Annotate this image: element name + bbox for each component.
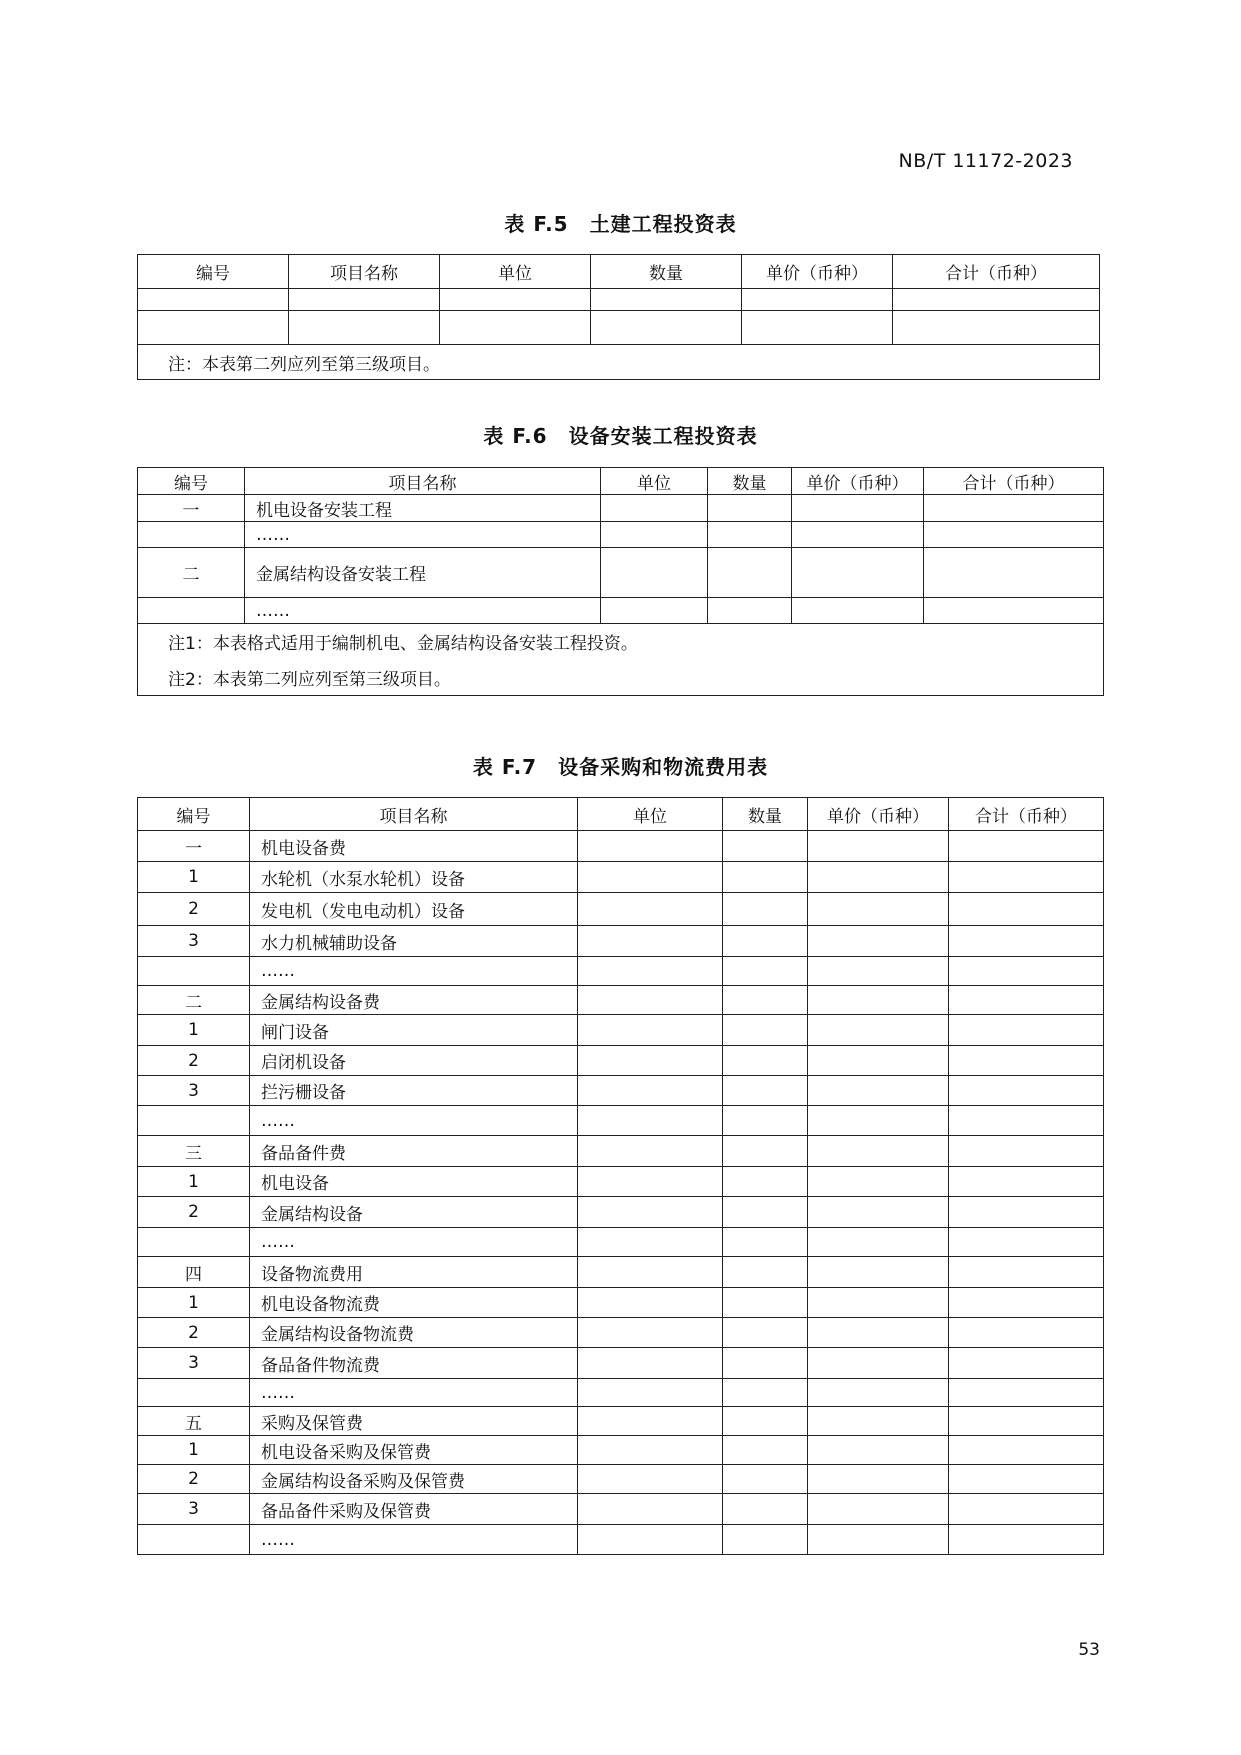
empty-cell xyxy=(808,957,949,986)
empty-cell xyxy=(578,1288,723,1318)
column-header: 数量 xyxy=(591,255,742,289)
empty-cell xyxy=(578,1015,723,1046)
empty-cell xyxy=(591,311,742,345)
item-name: 水力机械辅助设备 xyxy=(250,926,578,957)
empty-cell xyxy=(708,548,792,598)
column-header: 单价（币种） xyxy=(792,468,924,495)
empty-cell xyxy=(723,1436,808,1465)
item-number: 1 xyxy=(138,1288,250,1318)
empty-cell xyxy=(723,1136,808,1167)
empty-cell xyxy=(578,1076,723,1106)
table-note: 注2：本表第二列应列至第三级项目。 xyxy=(138,660,1104,696)
item-number: 二 xyxy=(138,986,250,1015)
table-row xyxy=(138,1436,1104,1465)
item-number xyxy=(138,598,245,624)
empty-cell xyxy=(723,1407,808,1436)
table-f7 xyxy=(137,797,1104,1555)
empty-cell xyxy=(949,1348,1104,1379)
table-row xyxy=(138,1046,1104,1076)
item-name: 设备物流费用 xyxy=(250,1257,578,1288)
table-f7-caption: 表 F.7 设备采购和物流费用表 xyxy=(472,755,769,779)
empty-cell xyxy=(578,1318,723,1348)
table-row xyxy=(138,1379,1104,1407)
empty-cell xyxy=(792,548,924,598)
empty-cell xyxy=(808,1436,949,1465)
column-header: 合计（币种） xyxy=(924,468,1104,495)
empty-cell xyxy=(792,495,924,522)
empty-cell xyxy=(742,311,893,345)
empty-cell xyxy=(808,1318,949,1348)
item-name: …… xyxy=(250,1228,578,1257)
item-number xyxy=(138,957,250,986)
item-name: 启闭机设备 xyxy=(250,1046,578,1076)
item-number: 3 xyxy=(138,1494,250,1525)
empty-cell xyxy=(723,1197,808,1228)
item-name: 金属结构设备费 xyxy=(250,986,578,1015)
empty-cell xyxy=(924,522,1104,548)
empty-cell xyxy=(949,862,1104,893)
item-name: …… xyxy=(245,598,601,624)
page-number: 53 xyxy=(1078,1640,1100,1660)
column-header: 合计（币种） xyxy=(893,255,1100,289)
table-row xyxy=(138,1106,1104,1136)
empty-cell xyxy=(601,548,708,598)
empty-cell xyxy=(808,1046,949,1076)
table-row xyxy=(138,548,1104,598)
empty-cell xyxy=(578,893,723,926)
item-number: 二 xyxy=(138,548,245,598)
table-header-row xyxy=(138,255,1100,289)
item-name: 金属结构设备 xyxy=(250,1197,578,1228)
empty-cell xyxy=(723,1318,808,1348)
item-number xyxy=(138,1228,250,1257)
empty-cell xyxy=(578,1407,723,1436)
empty-cell xyxy=(808,862,949,893)
empty-cell xyxy=(949,1407,1104,1436)
empty-cell xyxy=(949,926,1104,957)
column-header: 单位 xyxy=(578,798,723,831)
empty-cell xyxy=(578,1494,723,1525)
empty-cell xyxy=(949,1197,1104,1228)
item-number: 1 xyxy=(138,1167,250,1197)
item-name: 备品备件采购及保管费 xyxy=(250,1494,578,1525)
empty-cell xyxy=(949,1228,1104,1257)
item-name: 机电设备安装工程 xyxy=(245,495,601,522)
empty-cell xyxy=(723,893,808,926)
empty-cell xyxy=(723,1379,808,1407)
table-f6-caption: 表 F.6 设备安装工程投资表 xyxy=(483,424,758,448)
empty-cell xyxy=(723,1525,808,1555)
empty-cell xyxy=(893,311,1100,345)
table-row xyxy=(138,957,1104,986)
empty-cell xyxy=(708,522,792,548)
empty-cell xyxy=(723,986,808,1015)
empty-cell xyxy=(440,289,591,311)
table-row xyxy=(138,1494,1104,1525)
empty-cell xyxy=(808,1015,949,1046)
empty-cell xyxy=(808,1076,949,1106)
empty-cell xyxy=(949,1379,1104,1407)
item-number: 三 xyxy=(138,1136,250,1167)
empty-cell xyxy=(723,926,808,957)
table-row xyxy=(138,1015,1104,1046)
item-name: …… xyxy=(250,1525,578,1555)
empty-cell xyxy=(601,598,708,624)
empty-cell xyxy=(949,893,1104,926)
empty-cell xyxy=(440,311,591,345)
empty-cell xyxy=(578,1257,723,1288)
item-number: 2 xyxy=(138,1197,250,1228)
empty-cell xyxy=(808,926,949,957)
table-row xyxy=(138,522,1104,548)
empty-cell xyxy=(949,1076,1104,1106)
empty-cell xyxy=(949,1494,1104,1525)
item-number: 五 xyxy=(138,1407,250,1436)
item-name: 机电设备物流费 xyxy=(250,1288,578,1318)
empty-cell xyxy=(808,1228,949,1257)
item-number: 一 xyxy=(138,495,245,522)
empty-cell xyxy=(723,1167,808,1197)
empty-cell xyxy=(289,289,440,311)
table-row xyxy=(138,1288,1104,1318)
table-row xyxy=(138,926,1104,957)
column-header: 单位 xyxy=(440,255,591,289)
item-number xyxy=(138,1106,250,1136)
empty-cell xyxy=(949,1288,1104,1318)
empty-cell xyxy=(708,598,792,624)
table-row xyxy=(138,1407,1104,1436)
item-number: 2 xyxy=(138,1318,250,1348)
column-header: 编号 xyxy=(138,798,250,831)
empty-cell xyxy=(792,598,924,624)
empty-cell xyxy=(924,548,1104,598)
empty-cell xyxy=(808,1525,949,1555)
empty-cell xyxy=(578,1106,723,1136)
empty-cell xyxy=(893,289,1100,311)
empty-cell xyxy=(601,495,708,522)
column-header: 数量 xyxy=(708,468,792,495)
table-row xyxy=(138,1348,1104,1379)
empty-cell xyxy=(949,1046,1104,1076)
item-name: …… xyxy=(250,1106,578,1136)
empty-cell xyxy=(591,289,742,311)
empty-cell xyxy=(723,1228,808,1257)
table-header-row xyxy=(138,468,1104,495)
table-header-row xyxy=(138,798,1104,831)
empty-cell xyxy=(949,831,1104,862)
column-header: 编号 xyxy=(138,468,245,495)
empty-cell xyxy=(578,1167,723,1197)
empty-cell xyxy=(949,1318,1104,1348)
table-row xyxy=(138,986,1104,1015)
empty-cell xyxy=(601,522,708,548)
table-row xyxy=(138,893,1104,926)
empty-cell xyxy=(808,1167,949,1197)
empty-cell xyxy=(924,598,1104,624)
empty-cell xyxy=(949,1015,1104,1046)
table-row xyxy=(138,1525,1104,1555)
empty-cell xyxy=(578,862,723,893)
item-name: 备品备件费 xyxy=(250,1136,578,1167)
column-header: 编号 xyxy=(138,255,289,289)
table-row xyxy=(138,1076,1104,1106)
empty-cell xyxy=(808,893,949,926)
empty-cell xyxy=(578,1436,723,1465)
empty-cell xyxy=(723,1348,808,1379)
item-number: 2 xyxy=(138,1465,250,1494)
item-name: 金属结构设备采购及保管费 xyxy=(250,1465,578,1494)
empty-cell xyxy=(808,1379,949,1407)
item-name: 金属结构设备安装工程 xyxy=(245,548,601,598)
column-header: 单价（币种） xyxy=(742,255,893,289)
empty-cell xyxy=(949,1525,1104,1555)
item-name: 备品备件物流费 xyxy=(250,1348,578,1379)
item-name: 发电机（发电电动机）设备 xyxy=(250,893,578,926)
table-row xyxy=(138,311,1100,345)
item-number xyxy=(138,1379,250,1407)
item-name: 机电设备费 xyxy=(250,831,578,862)
empty-cell xyxy=(138,289,289,311)
empty-cell xyxy=(578,831,723,862)
table-row xyxy=(138,289,1100,311)
empty-cell xyxy=(578,986,723,1015)
empty-cell xyxy=(723,1106,808,1136)
table-row xyxy=(138,1136,1104,1167)
empty-cell xyxy=(723,1288,808,1318)
empty-cell xyxy=(578,1046,723,1076)
empty-cell xyxy=(723,1046,808,1076)
empty-cell xyxy=(808,1494,949,1525)
item-number: 2 xyxy=(138,1046,250,1076)
empty-cell xyxy=(949,1436,1104,1465)
empty-cell xyxy=(808,1136,949,1167)
table-row xyxy=(138,495,1104,522)
empty-cell xyxy=(949,1167,1104,1197)
empty-cell xyxy=(742,289,893,311)
item-number: 1 xyxy=(138,1436,250,1465)
empty-cell xyxy=(808,1465,949,1494)
empty-cell xyxy=(808,1106,949,1136)
table-row xyxy=(138,598,1104,624)
column-header: 项目名称 xyxy=(250,798,578,831)
item-name: 拦污栅设备 xyxy=(250,1076,578,1106)
empty-cell xyxy=(723,862,808,893)
empty-cell xyxy=(949,957,1104,986)
empty-cell xyxy=(578,1348,723,1379)
column-header: 数量 xyxy=(723,798,808,831)
table-row xyxy=(138,1197,1104,1228)
empty-cell xyxy=(949,986,1104,1015)
empty-cell xyxy=(723,1494,808,1525)
item-name: 水轮机（水泵水轮机）设备 xyxy=(250,862,578,893)
empty-cell xyxy=(578,1379,723,1407)
table-row xyxy=(138,1318,1104,1348)
item-name: 机电设备采购及保管费 xyxy=(250,1436,578,1465)
table-row xyxy=(138,1257,1104,1288)
item-name: 闸门设备 xyxy=(250,1015,578,1046)
empty-cell xyxy=(808,1348,949,1379)
table-f5 xyxy=(137,254,1100,380)
empty-cell xyxy=(949,1465,1104,1494)
column-header: 合计（币种） xyxy=(949,798,1104,831)
table-note: 注：本表第二列应列至第三级项目。 xyxy=(138,345,1100,380)
empty-cell xyxy=(808,831,949,862)
item-name: 金属结构设备物流费 xyxy=(250,1318,578,1348)
table-row xyxy=(138,1228,1104,1257)
item-name: …… xyxy=(250,1379,578,1407)
item-name: …… xyxy=(250,957,578,986)
empty-cell xyxy=(723,1465,808,1494)
empty-cell xyxy=(578,957,723,986)
table-row xyxy=(138,862,1104,893)
table-row xyxy=(138,831,1104,862)
table-row xyxy=(138,1465,1104,1494)
table-note: 注1：本表格式适用于编制机电、金属结构设备安装工程投资。 xyxy=(138,624,1104,660)
empty-cell xyxy=(723,1076,808,1106)
empty-cell xyxy=(808,1197,949,1228)
empty-cell xyxy=(723,1015,808,1046)
item-number: 1 xyxy=(138,862,250,893)
item-number: 3 xyxy=(138,926,250,957)
empty-cell xyxy=(949,1136,1104,1167)
empty-cell xyxy=(808,1288,949,1318)
standard-code: NB/T 11172-2023 xyxy=(898,150,1073,172)
column-header: 项目名称 xyxy=(245,468,601,495)
item-number xyxy=(138,522,245,548)
empty-cell xyxy=(808,1407,949,1436)
empty-cell xyxy=(723,957,808,986)
empty-cell xyxy=(808,1257,949,1288)
item-number xyxy=(138,1525,250,1555)
empty-cell xyxy=(578,926,723,957)
empty-cell xyxy=(708,495,792,522)
table-row xyxy=(138,1167,1104,1197)
empty-cell xyxy=(723,1257,808,1288)
item-number: 1 xyxy=(138,1015,250,1046)
empty-cell xyxy=(578,1525,723,1555)
item-name: 机电设备 xyxy=(250,1167,578,1197)
item-name: …… xyxy=(245,522,601,548)
item-number: 四 xyxy=(138,1257,250,1288)
item-number: 3 xyxy=(138,1076,250,1106)
empty-cell xyxy=(808,986,949,1015)
empty-cell xyxy=(578,1465,723,1494)
item-number: 3 xyxy=(138,1348,250,1379)
empty-cell xyxy=(949,1257,1104,1288)
item-number: 2 xyxy=(138,893,250,926)
item-number: 一 xyxy=(138,831,250,862)
table-f5-caption: 表 F.5 土建工程投资表 xyxy=(504,212,737,236)
column-header: 项目名称 xyxy=(289,255,440,289)
empty-cell xyxy=(578,1136,723,1167)
empty-cell xyxy=(578,1228,723,1257)
item-name: 采购及保管费 xyxy=(250,1407,578,1436)
empty-cell xyxy=(289,311,440,345)
empty-cell xyxy=(138,311,289,345)
empty-cell xyxy=(578,1197,723,1228)
empty-cell xyxy=(723,831,808,862)
empty-cell xyxy=(924,495,1104,522)
column-header: 单位 xyxy=(601,468,708,495)
empty-cell xyxy=(792,522,924,548)
column-header: 单价（币种） xyxy=(808,798,949,831)
table-f6 xyxy=(137,467,1104,696)
empty-cell xyxy=(949,1106,1104,1136)
